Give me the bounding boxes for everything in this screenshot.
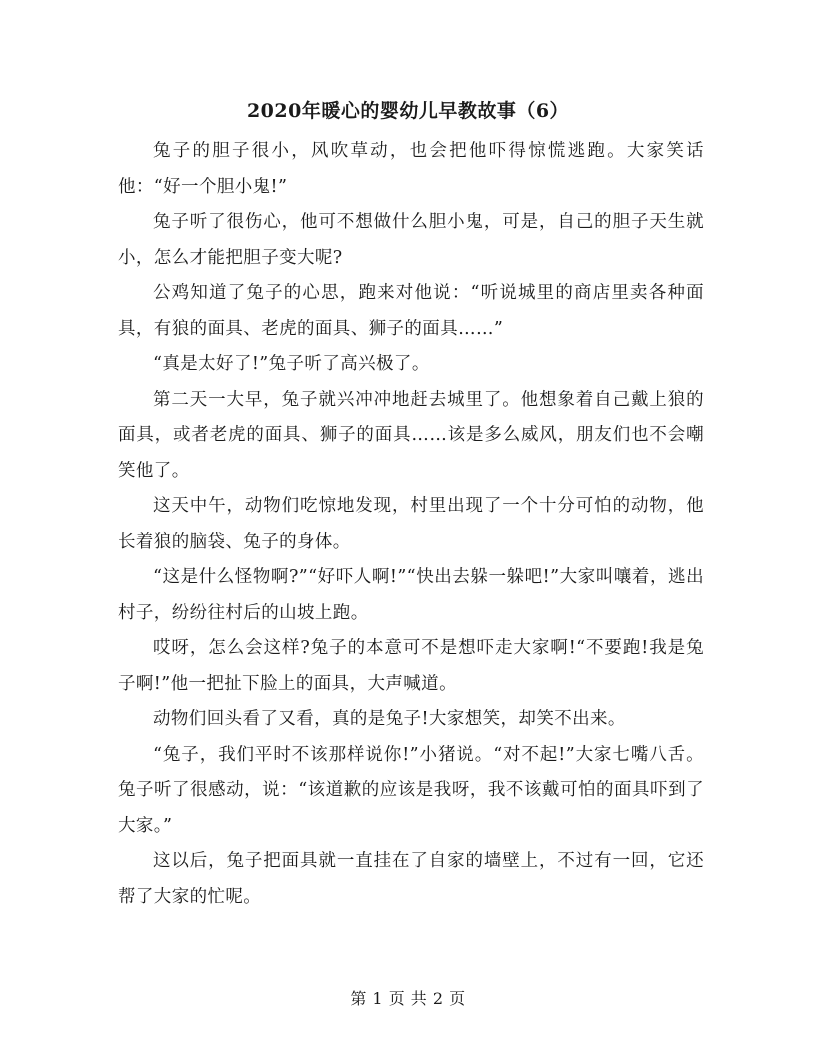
paragraph-2: 兔子听了很伤心，他可不想做什么胆小鬼，可是，自己的胆子天生就小，怎么才能把胆子变大呢? (118, 212, 704, 268)
paragraph-4: “真是太好了!”兔子听了高兴极了。 (153, 354, 430, 374)
paragraph-9: 动物们回头看了又看，真的是兔子!大家想笑，却笑不出来。 (153, 709, 626, 729)
paragraph-5: 第二天一大早，兔子就兴冲冲地赶去城里了。他想象着自己戴上狼的面具，或者老虎的面具、狮子的面具……该是多么威风，朋友们也不会嘲笑他了。 (118, 389, 704, 481)
paragraph-7: “这是什么怪物啊?”“好吓人啊!”“快出去躲一躲吧!”大家叫嚷着，逃出村子，纷纷往村后的山坡上跑。 (118, 567, 704, 623)
paragraph-6: 这天中午，动物们吃惊地发现，村里出现了一个十分可怕的动物，他长着狼的脑袋、兔子的身体。 (118, 496, 704, 552)
paragraph-1: 兔子的胆子很小，风吹草动，也会把他吓得惊慌逃跑。大家笑话他：“好一个胆小鬼!” (118, 141, 704, 197)
paragraph-11: 这以后，兔子把面具就一直挂在了自家的墙壁上，不过有一回，它还帮了大家的忙呢。 (118, 851, 704, 907)
paragraph-8: 哎呀，怎么会这样?兔子的本意可不是想吓走大家啊!“不要跑!我是兔子啊!”他一把扯下脸上的面具，大声喊道。 (118, 638, 704, 694)
page-title: 2020年暖心的婴幼儿早教故事（6） (246, 100, 570, 122)
page-number-footer: 第 1 页 共 2 页 (350, 989, 466, 1008)
story-body (118, 134, 704, 915)
paragraph-3: 公鸡知道了兔子的心思，跑来对他说：“听说城里的商店里卖各种面具，有狼的面具、老虎的面具、狮子的面具……” (118, 283, 704, 339)
paragraph-10: “兔子，我们平时不该那样说你!”小猪说。“对不起!”大家七嘴八舌。兔子听了很感动，说：“该道歉的应该是我呀，我不该戴可怕的面具吓到了大家。” (118, 744, 704, 836)
